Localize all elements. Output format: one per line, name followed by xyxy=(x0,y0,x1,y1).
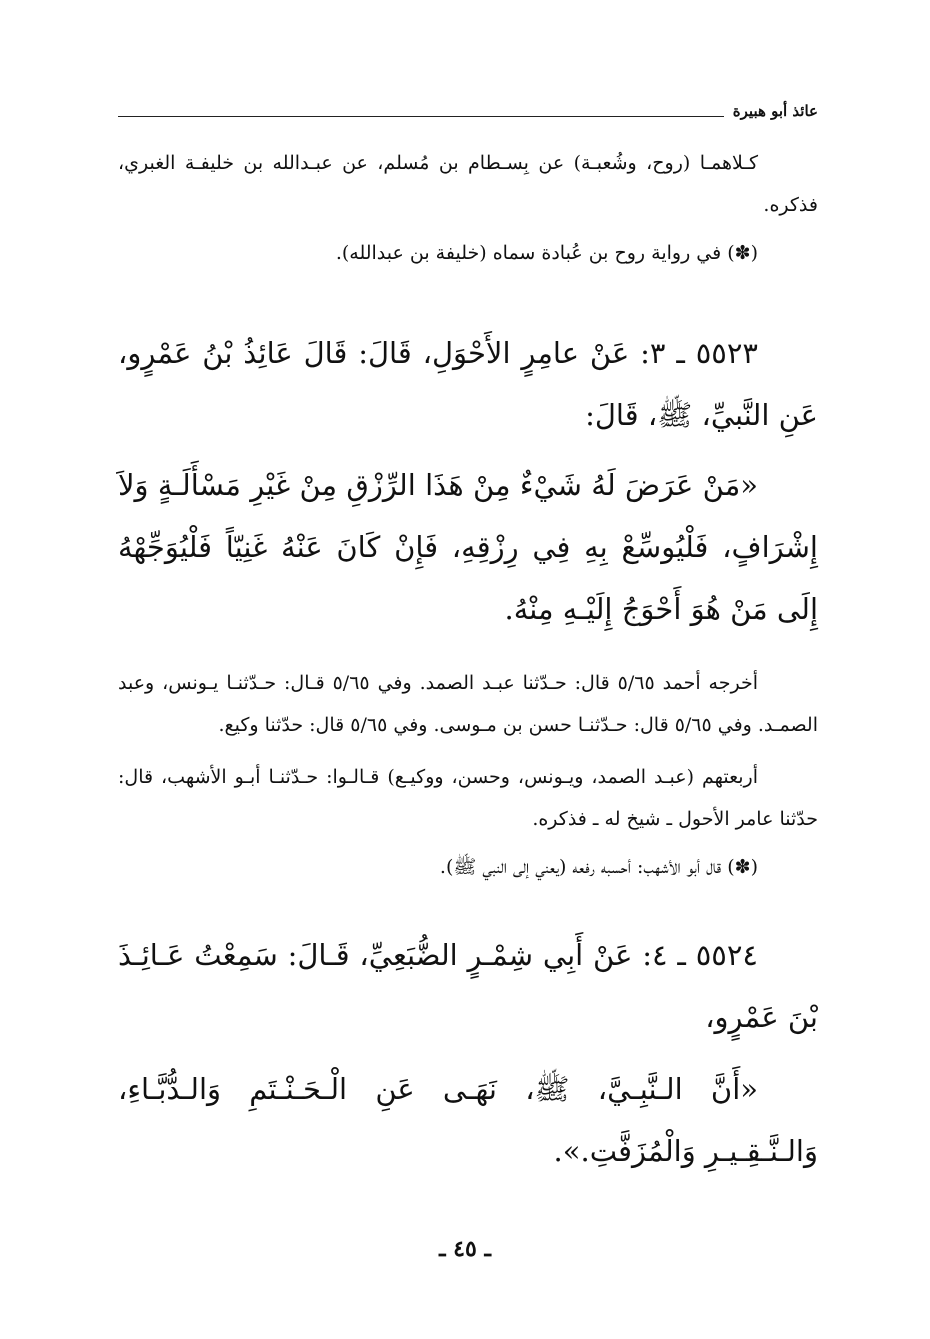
hadith-text-5524: «أَنَّ الـنَّبِـيَّ، ﷺ، نَهَـى عَنِ الْـحَـنْـتَمِ وَالـدُّبَّـاءِ، وَالـنَّـقِـيـرِ وَالْمُزَفَّتِ.». xyxy=(118,1072,818,1168)
page-number: ـ ٤٥ ـ xyxy=(439,1236,491,1262)
hadith-heading-5524: ٥٥٢٤ ـ ٤: عَنْ أَبِي شِمْـرٍ الضُّبَعِيِّ، قَـالَ: سَمِعْتُ عَـائِـذَ بْنَ عَمْرٍو، xyxy=(118,938,818,1034)
takhrij-paragraph-5523: أخرجه أحمد ٥/٦٥ قال: حـدّثنا عبـد الصمد. وفي ٥/٦٥ قـال: حـدّثنـا يـونس، وعبد الصمـد. وفي ٥/٦٥ قال: حـدّثنـا حسن بن مـوسى. وفي ٥/٦٥ قال: حدّثنا وكيع. xyxy=(118,672,818,736)
document-page xyxy=(118,96,818,1299)
footnote-paragraph-1: (✽) في رواية روح بن عُبادة سماه (خليفة بن عبدالله). xyxy=(335,242,758,264)
narration-paragraph-1: كـلاهمـا (روح، وشُعبـة) عن بِسـطام بن مُسلم، عن عبـدالله بن خليفـة الغبري، فذكره. xyxy=(118,152,818,216)
isnad-paragraph-5523: أربعتهم (عبـد الصمد، ويـونس، وحسن، ووكيـع) قـالـوا: حـدّثنـا أبـو الأشهب، قال: حدّثنا عامر الأحول ـ شيخ له ـ فذكره. xyxy=(118,766,818,830)
footnote-paragraph-2: (✽) قال أبو الأشهب: أحسبه رفعه (يعني إلى النبي ﷺ). xyxy=(439,856,758,878)
header-rule xyxy=(118,116,724,117)
hadith-text-5523: «مَنْ عَرَضَ لَهُ شَيْءٌ مِنْ هَذَا الرِّزْقِ مِنْ غَيْرِ مَسْأَلَـةٍ وَلاَ إِشْرَافٍ، فَلْيُوسِّعْ بِهِ فِي رِزْقِهِ، فَإِنْ كَانَ عَنْهُ غَنِيّاً فَلْيُوَجِّهْهُ إِلَى مَنْ هُوَ أَحْوَجُ إِلَيْـهِ مِنْهُ. xyxy=(118,468,818,626)
page-header xyxy=(118,96,818,126)
running-head-title: عائذ أبو هبيرة xyxy=(732,102,818,120)
hadith-heading-5523: ٥٥٢٣ ـ ٣: عَنْ عامِرٍ الأَحْوَلِ، قَالَ: قَالَ عَائِذُ بْنُ عَمْرٍو، عَنِ النَّبيِّ، ﷺ، قَالَ: xyxy=(118,336,818,432)
